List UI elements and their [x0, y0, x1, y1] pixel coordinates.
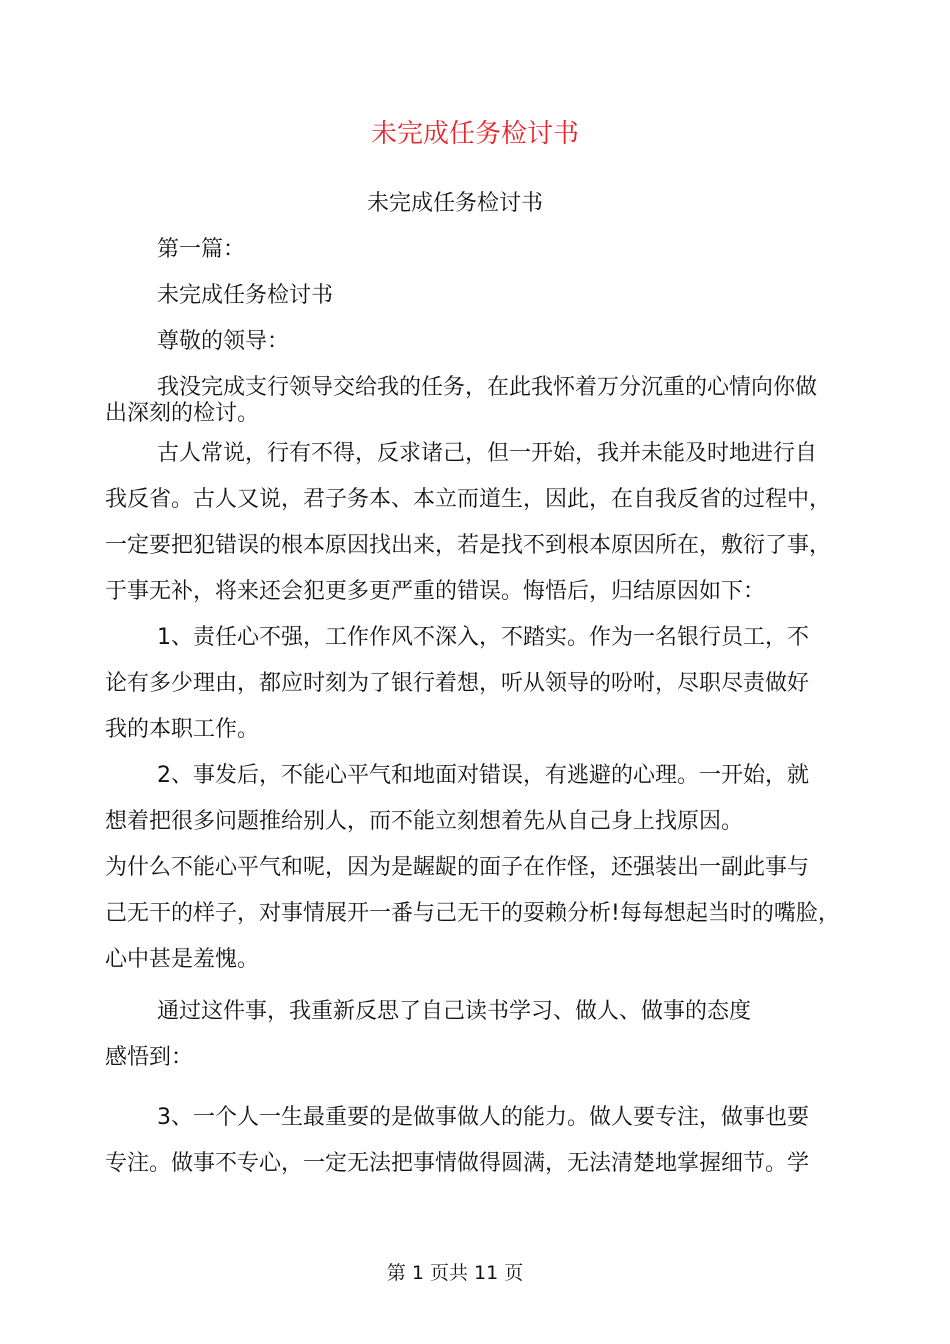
body-line: 于事无补，将来还会犯更多更严重的错误。悔悟后，归结原因如下：: [105, 579, 766, 604]
body-line: 为什么不能心平气和呢，因为是龌龊的面子在作怪，还强装出一副此事与: [105, 855, 810, 880]
body-line: 尊敬的领导：: [157, 329, 290, 354]
body-line: 心中甚是羞愧。: [105, 947, 260, 972]
body-line: 出深刻的检讨。: [105, 401, 260, 426]
body-line: 想着把很多问题推给别人，而不能立刻想着先从自己身上找原因。: [105, 809, 744, 834]
body-line: 一定要把犯错误的根本原因找出来，若是找不到根本原因所在，敷衍了事，: [105, 533, 832, 558]
document-title: 未完成任务检讨书: [370, 119, 579, 149]
body-line: 我没完成支行领导交给我的任务，在此我怀着万分沉重的心情向你做: [157, 375, 818, 400]
body-line: 3、一个人一生最重要的是做事做人的能力。做人要专注，做事也要: [157, 1105, 809, 1130]
body-line: 第一篇：: [157, 237, 246, 262]
body-line: 感悟到：: [105, 1045, 194, 1070]
body-line: 我反省。古人又说，君子务本、本立而道生，因此，在自我反省的过程中，: [105, 487, 832, 512]
body-line: 未完成任务检讨书: [157, 283, 334, 308]
document-subtitle: 未完成任务检讨书: [366, 191, 543, 216]
body-line: 我的本职工作。: [105, 717, 260, 742]
body-line: 专注。做事不专心，一定无法把事情做得圆满，无法清楚地掌握细节。学: [105, 1151, 810, 1176]
body-line: 古人常说，行有不得，反求诸己，但一开始，我并未能及时地进行自: [157, 441, 818, 466]
body-line: 论有多少理由，都应时刻为了银行着想，听从领导的吩咐，尽职尽责做好: [105, 671, 810, 696]
body-line: 1、责任心不强，工作作风不深入，不踏实。作为一名银行员工，不: [157, 625, 809, 650]
body-line: 2、事发后，不能心平气和地面对错误，有逃避的心理。一开始，就: [157, 763, 809, 788]
body-line: 通过这件事，我重新反思了自己读书学习、做人、做事的态度: [157, 999, 752, 1024]
page-indicator: 第 1 页共 11 页: [386, 1262, 524, 1284]
body-line: 己无干的样子，对事情展开一番与己无干的耍赖分析!每每想起当时的嘴脸，: [105, 901, 840, 926]
